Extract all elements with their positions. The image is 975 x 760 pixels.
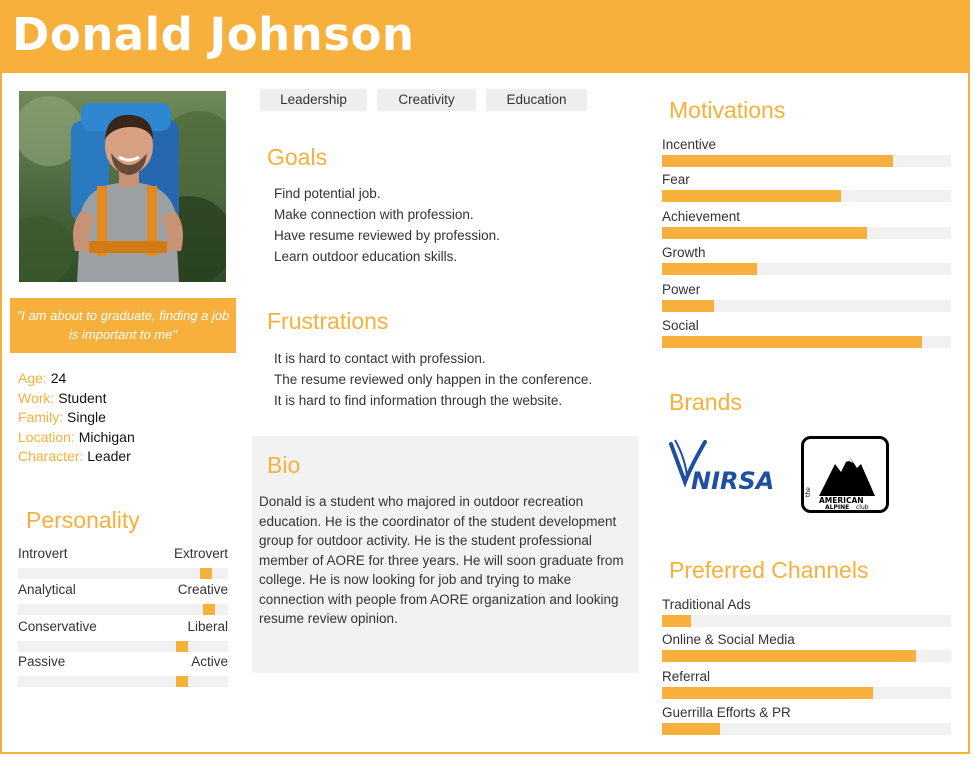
fact-character: Character: Leader [18, 448, 131, 464]
motivation-bar [662, 155, 893, 167]
motivation-fear: Fear [662, 171, 951, 202]
american-alpine-club-logo [801, 436, 889, 513]
frustrations-title: Frustrations [267, 308, 389, 334]
persona-quote: "I am about to graduate, finding a job is important to me" [10, 298, 236, 353]
svg-text:AMERICAN: AMERICAN [819, 496, 864, 505]
channel-referral: Referral [662, 668, 951, 699]
trait-marker [176, 676, 188, 687]
channel-online-social: Online & Social Media [662, 631, 951, 662]
bio-text: Donald is a student who majored in outdoor recreation education. He is the coordinator of the student development group for outdoor activity. He is the student professional member of AORE for three years. He will soon graduate from college. He is now looking for job and trying to make connection with people from AORE organization and looking resume review opinion. [259, 494, 624, 626]
trait-marker [176, 641, 188, 652]
motivation-bar [662, 190, 841, 202]
profile-photo [19, 91, 226, 282]
personality-title: Personality [26, 507, 140, 533]
header-banner [0, 0, 970, 73]
motivation-bar [662, 336, 922, 348]
brands-title: Brands [669, 389, 742, 415]
fact-family: Family: Single [18, 409, 106, 425]
trait-passive-active: Passive Active [18, 654, 228, 687]
demographics [18, 369, 135, 467]
svg-text:the: the [805, 487, 812, 497]
channel-guerrilla: Guerrilla Efforts & PR [662, 704, 951, 735]
svg-text:club: club [856, 504, 869, 511]
tag-list [260, 89, 587, 111]
channel-bar [662, 723, 720, 735]
motivation-bar [662, 263, 757, 275]
goals-title: Goals [267, 144, 328, 170]
list-item: Find potential job. [274, 186, 381, 201]
svg-text:NIRSA: NIRSA [691, 467, 775, 495]
motivation-incentive: Incentive [662, 136, 951, 167]
trait-marker [200, 568, 212, 579]
bio-title: Bio [267, 452, 301, 478]
list-item: It is hard to contact with profession. [274, 351, 486, 366]
motivations-title: Motivations [669, 97, 786, 123]
motivation-bar [662, 227, 867, 239]
list-item: Learn outdoor education skills. [274, 249, 458, 264]
list-item: It is hard to find information through the website. [274, 393, 563, 408]
channel-bar [662, 687, 873, 699]
persona-name: Donald Johnson [12, 8, 415, 61]
fact-work: Work: Student [18, 389, 107, 406]
svg-text:ALPINE: ALPINE [825, 504, 850, 511]
trait-introvert-extrovert: Introvert Extrovert [18, 546, 228, 579]
channel-traditional-ads: Traditional Ads [662, 596, 951, 627]
list-item: Have resume reviewed by profession. [274, 228, 500, 243]
trait-analytical-creative: Analytical Creative [18, 582, 228, 615]
motivation-achievement: Achievement [662, 208, 951, 239]
fact-location: Location: Michigan [18, 428, 135, 445]
goals-list [274, 183, 500, 267]
motivation-power: Power [662, 281, 951, 312]
channel-bar [662, 650, 916, 662]
nirsa-logo [665, 436, 785, 500]
trait-marker [203, 604, 215, 615]
list-item: Make connection with profession. [274, 207, 474, 222]
tag-leadership: Leadership [260, 89, 367, 111]
channels-title: Preferred Channels [669, 557, 869, 583]
motivation-growth: Growth [662, 244, 951, 275]
tag-education: Education [486, 89, 587, 111]
frustrations-list [274, 348, 592, 411]
channel-bar [662, 615, 691, 627]
motivation-bar [662, 300, 714, 312]
motivation-social: Social [662, 317, 951, 348]
trait-conservative-liberal: Conservative Liberal [18, 619, 228, 652]
tag-creativity: Creativity [377, 89, 476, 111]
list-item: The resume reviewed only happen in the conference. [274, 372, 593, 387]
fact-age: Age: 24 [18, 370, 67, 386]
